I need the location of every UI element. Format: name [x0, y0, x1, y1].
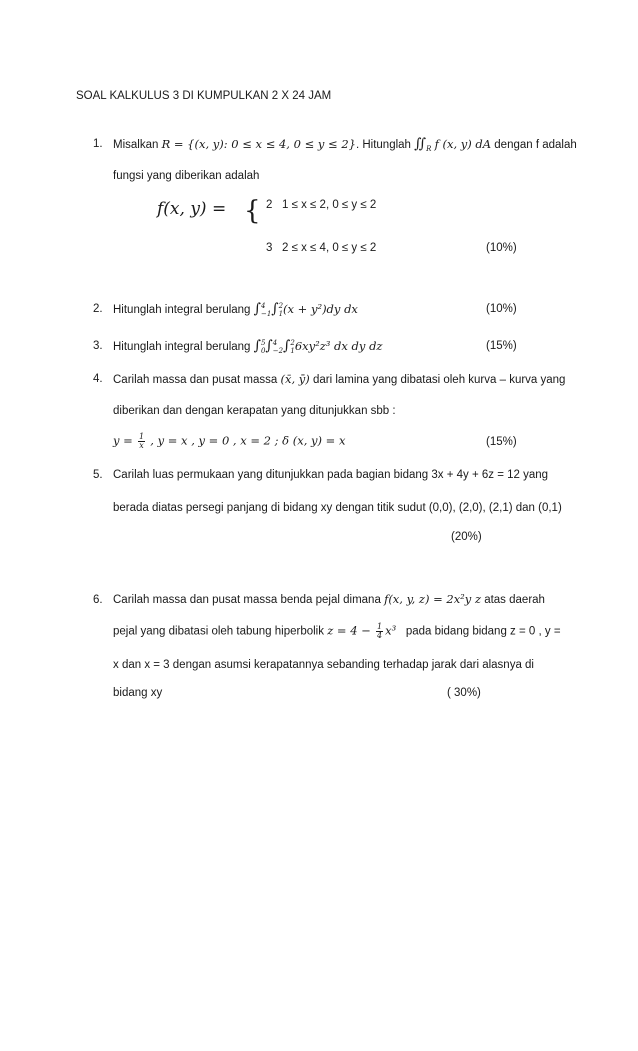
question-1-score: (10%) — [486, 242, 517, 254]
question-2-text — [113, 301, 358, 318]
question-6-line-4: bidang xy — [113, 687, 163, 699]
question-text: dengan f adalah — [491, 139, 577, 151]
case-1 — [266, 199, 376, 211]
fraction — [376, 623, 383, 640]
equation: z = 4 − — [327, 623, 371, 638]
case-2-value: 3 — [266, 242, 273, 254]
question-1-line-1 — [113, 136, 577, 154]
brace-icon: { — [244, 196, 261, 226]
question-text: Hitunglah integral berulang — [113, 304, 254, 316]
question-5-line-1: Carilah luas permukaan yang ditunjukkan pada bagian bidang 3x + 4y + 6z = 12 yang — [113, 469, 549, 481]
numerator: 1 — [377, 622, 383, 631]
upper-limit: 4 — [260, 301, 266, 310]
question-text: . Hitunglah — [355, 139, 415, 151]
case-2-condition: 2 ≤ x ≤ 4, 0 ≤ y ≤ 2 — [282, 242, 377, 254]
question-text: Carilah massa dan pusat massa benda pejal dimana — [113, 594, 385, 606]
question-number: 5. — [93, 469, 103, 481]
double-integral-symbol: ∬ — [414, 136, 427, 152]
centroid-notation: (x̄, ȳ) — [280, 372, 310, 386]
question-2-score: (10%) — [486, 303, 517, 315]
question-3-score: (15%) — [486, 340, 517, 352]
equation: , y = x , y = 0 , x = 2 ; δ (x, y) = x — [150, 433, 346, 448]
question-6-line-1 — [113, 592, 563, 606]
question-number: 2. — [93, 303, 103, 315]
question-4-line-2: diberikan dan dengan kerapatan yang ditunjukkan sbb : — [113, 405, 396, 417]
function-label: f(x, y) = — [157, 199, 227, 219]
integral-symbol: ∫ — [283, 338, 291, 354]
equation: y = — [113, 433, 133, 448]
integral-symbol: ∫ — [265, 338, 273, 354]
lower-limit: −2 — [272, 346, 284, 355]
upper-limit: 4 — [272, 338, 278, 347]
case-1-condition: 1 ≤ x ≤ 2, 0 ≤ y ≤ 2 — [282, 199, 377, 211]
question-text: dari lamina yang dibatasi oleh kurva – kurva yang — [309, 374, 566, 386]
upper-limit: 2 — [290, 338, 295, 347]
fraction — [138, 433, 145, 450]
lower-limit: 0 — [260, 346, 266, 355]
question-5-line-2: berada diatas persegi panjang di bidang xy dengan titik sudut (0,0), (2,0), (2,1) dan (0,1) — [113, 502, 562, 514]
upper-limit: 5 — [260, 338, 266, 347]
page-title: SOAL KALKULUS 3 DI KUMPULKAN 2 X 24 JAM — [76, 90, 332, 102]
lower-limit: −1 — [260, 309, 272, 318]
integral-symbol: ∫ — [271, 301, 279, 317]
density-function: f(x, y, z) = 2x²y z — [384, 592, 481, 606]
equation: x³ — [385, 623, 397, 638]
case-1-value: 2 — [266, 199, 273, 211]
question-4-equations — [113, 433, 345, 450]
case-2 — [266, 242, 376, 254]
question-6-line-2 — [113, 623, 563, 640]
integrand: 6xy²z³ dx dy dz — [294, 339, 383, 353]
question-4-line-1 — [113, 372, 566, 386]
question-text: pada bidang bidang z = 0 , y = — [405, 625, 561, 638]
question-3-text — [113, 338, 382, 355]
question-1-line-2: fungsi yang diberikan adalah — [113, 170, 260, 182]
question-number: 4. — [93, 373, 103, 385]
question-text: Misalkan — [113, 139, 162, 151]
question-text: atas daerah — [481, 594, 545, 606]
integral-symbol: ∫ — [253, 301, 261, 317]
question-6-line-3: x dan x = 3 dengan asumsi kerapatannya sebanding terhadap jarak dari alasnya di — [113, 659, 534, 671]
integral-symbol: ∫ — [253, 338, 261, 354]
lower-limit: 1 — [278, 309, 284, 318]
question-text: Carilah massa dan pusat massa — [113, 374, 281, 386]
upper-limit: 2 — [278, 301, 284, 310]
lower-limit: 1 — [290, 346, 295, 355]
question-5-score: (20%) — [451, 531, 482, 543]
integral-region: R — [426, 145, 432, 154]
question-text: Hitunglah integral berulang — [113, 341, 254, 353]
question-number: 3. — [93, 340, 103, 352]
denominator: x — [139, 441, 144, 450]
integrand: (x + y²)dy dx — [283, 302, 358, 316]
integrand: f (x, y) dA — [434, 137, 492, 151]
question-number: 1. — [93, 138, 103, 150]
question-text: pejal yang dibatasi oleh tabung hiperbolik — [113, 625, 328, 638]
question-6-score: ( 30%) — [447, 687, 481, 699]
question-number: 6. — [93, 594, 103, 606]
question-4-score: (15%) — [486, 436, 517, 448]
denominator: 4 — [377, 631, 383, 640]
set-definition: R = {(x, y): 0 ≤ x ≤ 4, 0 ≤ y ≤ 2} — [161, 137, 356, 151]
numerator: 1 — [139, 432, 145, 441]
